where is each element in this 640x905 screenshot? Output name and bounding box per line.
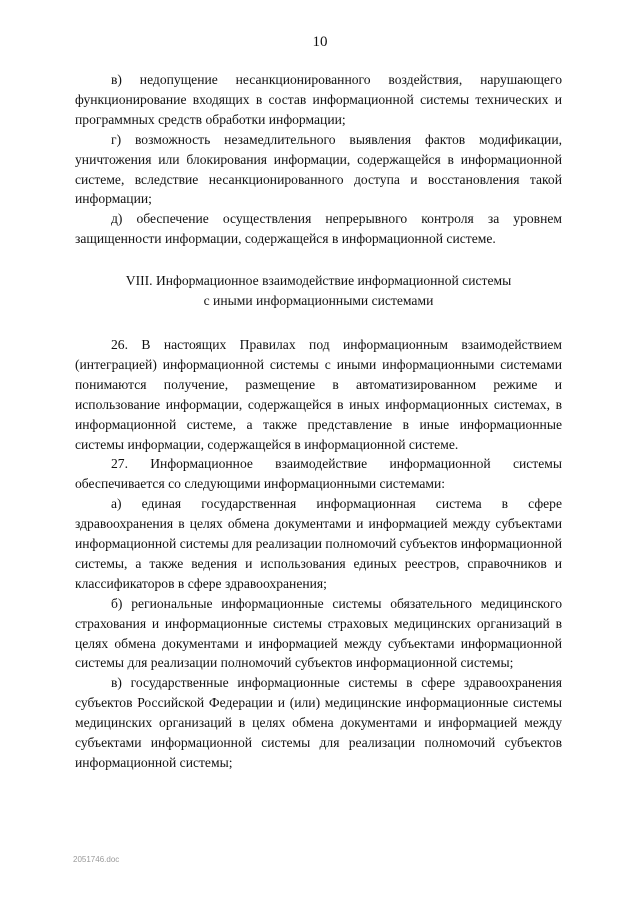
page-number: 10 [312, 34, 328, 50]
paragraph-27-item-v: в) государственные информационные системы в сфере здравоохранения субъектов Российской Федерации и (или) медицинские информационные системы медицинских организаций в целях обмена документами и информацией между субъектами информационной системы для реализации полномочий субъектов информационной системы; [75, 675, 562, 770]
paragraph-27-item-a: а) единая государственная информационная система в сфере здравоохранения в целях обмена документами и информацией между субъектами информационной системы для реализации полномочий субъектов информационной системы, а также ведения и использования единых реестров, справочников и классификаторов в сфере здравоохранения; [75, 496, 562, 591]
paragraph-27-item-b: б) региональные информационные системы обязательного медицинского страхования и информационные системы страховых медицинских организаций в целях обмена документами и информацией между субъектами информационной системы для реализации полномочий субъектов информационной системы; [75, 595, 562, 671]
paragraph-item-d: д) обеспечение осуществления непрерывного контроля за уровнем защищенности информации, содержащейся в информационной системе. [75, 211, 562, 247]
paragraph-item-g: г) возможность незамедлительного выявления фактов модификации, уничтожения или блокирования информации, содержащейся в информационной системе, вследствие несанкционированного доступа и восстановления такой информации; [75, 131, 562, 207]
section-heading-line2: с иными информационными системами [203, 293, 434, 309]
document-body [75, 70, 562, 773]
section-heading [75, 271, 562, 311]
paragraph-item-v: в) недопущение несанкционированного воздействия, нарушающего функционирование входящих в состав информационной системы технических и программных средств обработки информации; [75, 72, 562, 127]
paragraph-27: 27. Информационное взаимодействие информационной системы обеспечивается со следующими информационными системами: [75, 456, 562, 492]
file-name-footer: 2051746.doc [73, 855, 120, 864]
paragraph-26: 26. В настоящих Правилах под информационным взаимодействием (интеграцией) информационной системы с иными информационными системами понимаются получение, размещение в автоматизированном режиме и использование информации, содержащейся в иных информационных системах, в информационной системе, а также представление в иные информационные системы информации, содержащейся в информационной системе. [75, 336, 562, 452]
section-heading-line1: VIII. Информационное взаимодействие информационной системы [125, 273, 512, 289]
